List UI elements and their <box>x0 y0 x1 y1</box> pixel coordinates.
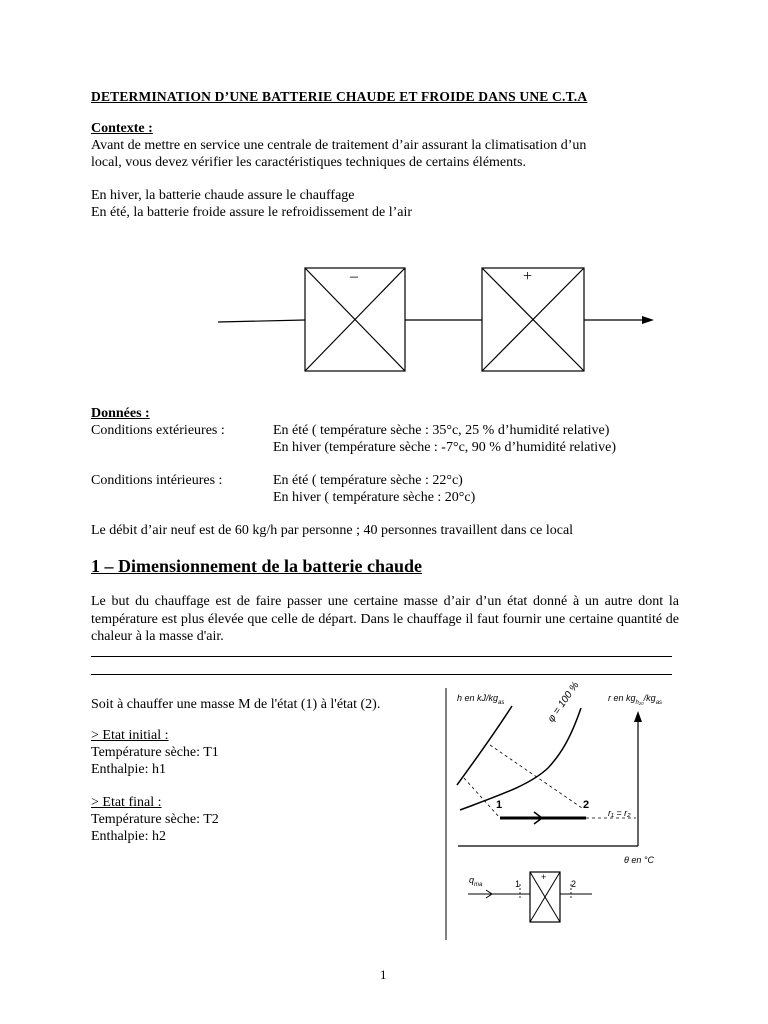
r-axis-label: r en $kg_{h_{20}}/kg_{as}$ <box>608 693 663 706</box>
phi-label: φ = 100 % <box>546 680 582 725</box>
int-hiver-value: En hiver ( température sèche : 20°c) <box>273 490 476 505</box>
contexte-heading: Contexte : <box>91 121 153 136</box>
section-1-heading: 1 – Dimensionnement de la batterie chaude <box>91 556 422 576</box>
h-axis-label: h en $kJ/kg_{as}$ <box>457 693 505 706</box>
point-2-label: 2 <box>583 799 590 811</box>
donnees-heading: Données : <box>91 406 150 421</box>
contexte-hiver: En hiver, la batterie chaude assure le chauffage <box>91 188 355 203</box>
schematic-state-1-label: 1 <box>515 879 521 889</box>
contexte-ete: En été, la batterie froide assure le refroidissement de l’air <box>91 205 413 220</box>
int-conditions-label: Conditions intérieures : <box>91 473 223 488</box>
schematic-plus-label: + <box>541 872 547 882</box>
schematic-state-2-label: 2 <box>571 879 577 889</box>
int-ete-value: En été ( température sèche : 22°c) <box>273 473 463 488</box>
etat-initial-enthalpie: Enthalpie: h1 <box>91 762 167 777</box>
ext-hiver-value: En hiver (température sèche : -7°c, 90 % d’humidité relative) <box>273 440 617 455</box>
contexte-line-1: Avant de mettre en service une centrale de traitement d’air assurant la climatisation d’un <box>91 138 587 153</box>
soit-text: Soit à chauffer une masse M de l'état (1) à l'état (2). <box>91 697 381 712</box>
point-1-label: 1 <box>496 799 503 811</box>
page-number: 1 <box>380 967 387 982</box>
etat-final-temperature: Température sèche: T2 <box>91 812 219 827</box>
etat-initial-heading: > Etat initial : <box>91 728 169 743</box>
r-equality-label: r₁ = r₂ <box>608 808 631 818</box>
section-1-paragraph: Le but du chauffage est de faire passer une certaine masse d’air d’un état donné à un autre dont la température est plus élevée que celle de départ. Dans le chauffage il faut fournir une certaine quantité de chaleur à la masse d'air. <box>91 594 679 644</box>
theta-axis-label: θ en °C <box>624 855 654 865</box>
enthalpy-dashed-line-2 <box>464 778 503 818</box>
hot-coil-plus: + <box>523 268 533 285</box>
cold-coil-minus: – <box>350 268 358 285</box>
etat-initial-temperature: Température sèche: T1 <box>91 745 219 760</box>
enthalpy-dashed-line-1 <box>490 745 582 808</box>
r-axis-arrow-icon <box>634 711 642 722</box>
etat-final-heading: > Etat final : <box>91 795 162 810</box>
etat-final-enthalpie: Enthalpie: h2 <box>91 829 167 844</box>
qma-label: $q_{ma}$ <box>469 875 483 888</box>
ext-conditions-label: Conditions extérieures : <box>91 423 225 438</box>
debit-text: Le débit d’air neuf est de 60 kg/h par personne ; 40 personnes travaillent dans ce local <box>91 523 574 538</box>
page-title: DETERMINATION D’UNE BATTERIE CHAUDE ET FROIDE DANS UNE C.T.A <box>91 89 588 104</box>
contexte-line-2: local, vous devez vérifier les caractéristiques techniques de certains éléments. <box>91 155 526 170</box>
saturation-curve <box>460 708 581 810</box>
enthalpy-curve <box>457 706 512 785</box>
ext-ete-value: En été ( température sèche : 35°c, 25 % d’humidité relative) <box>273 423 610 438</box>
